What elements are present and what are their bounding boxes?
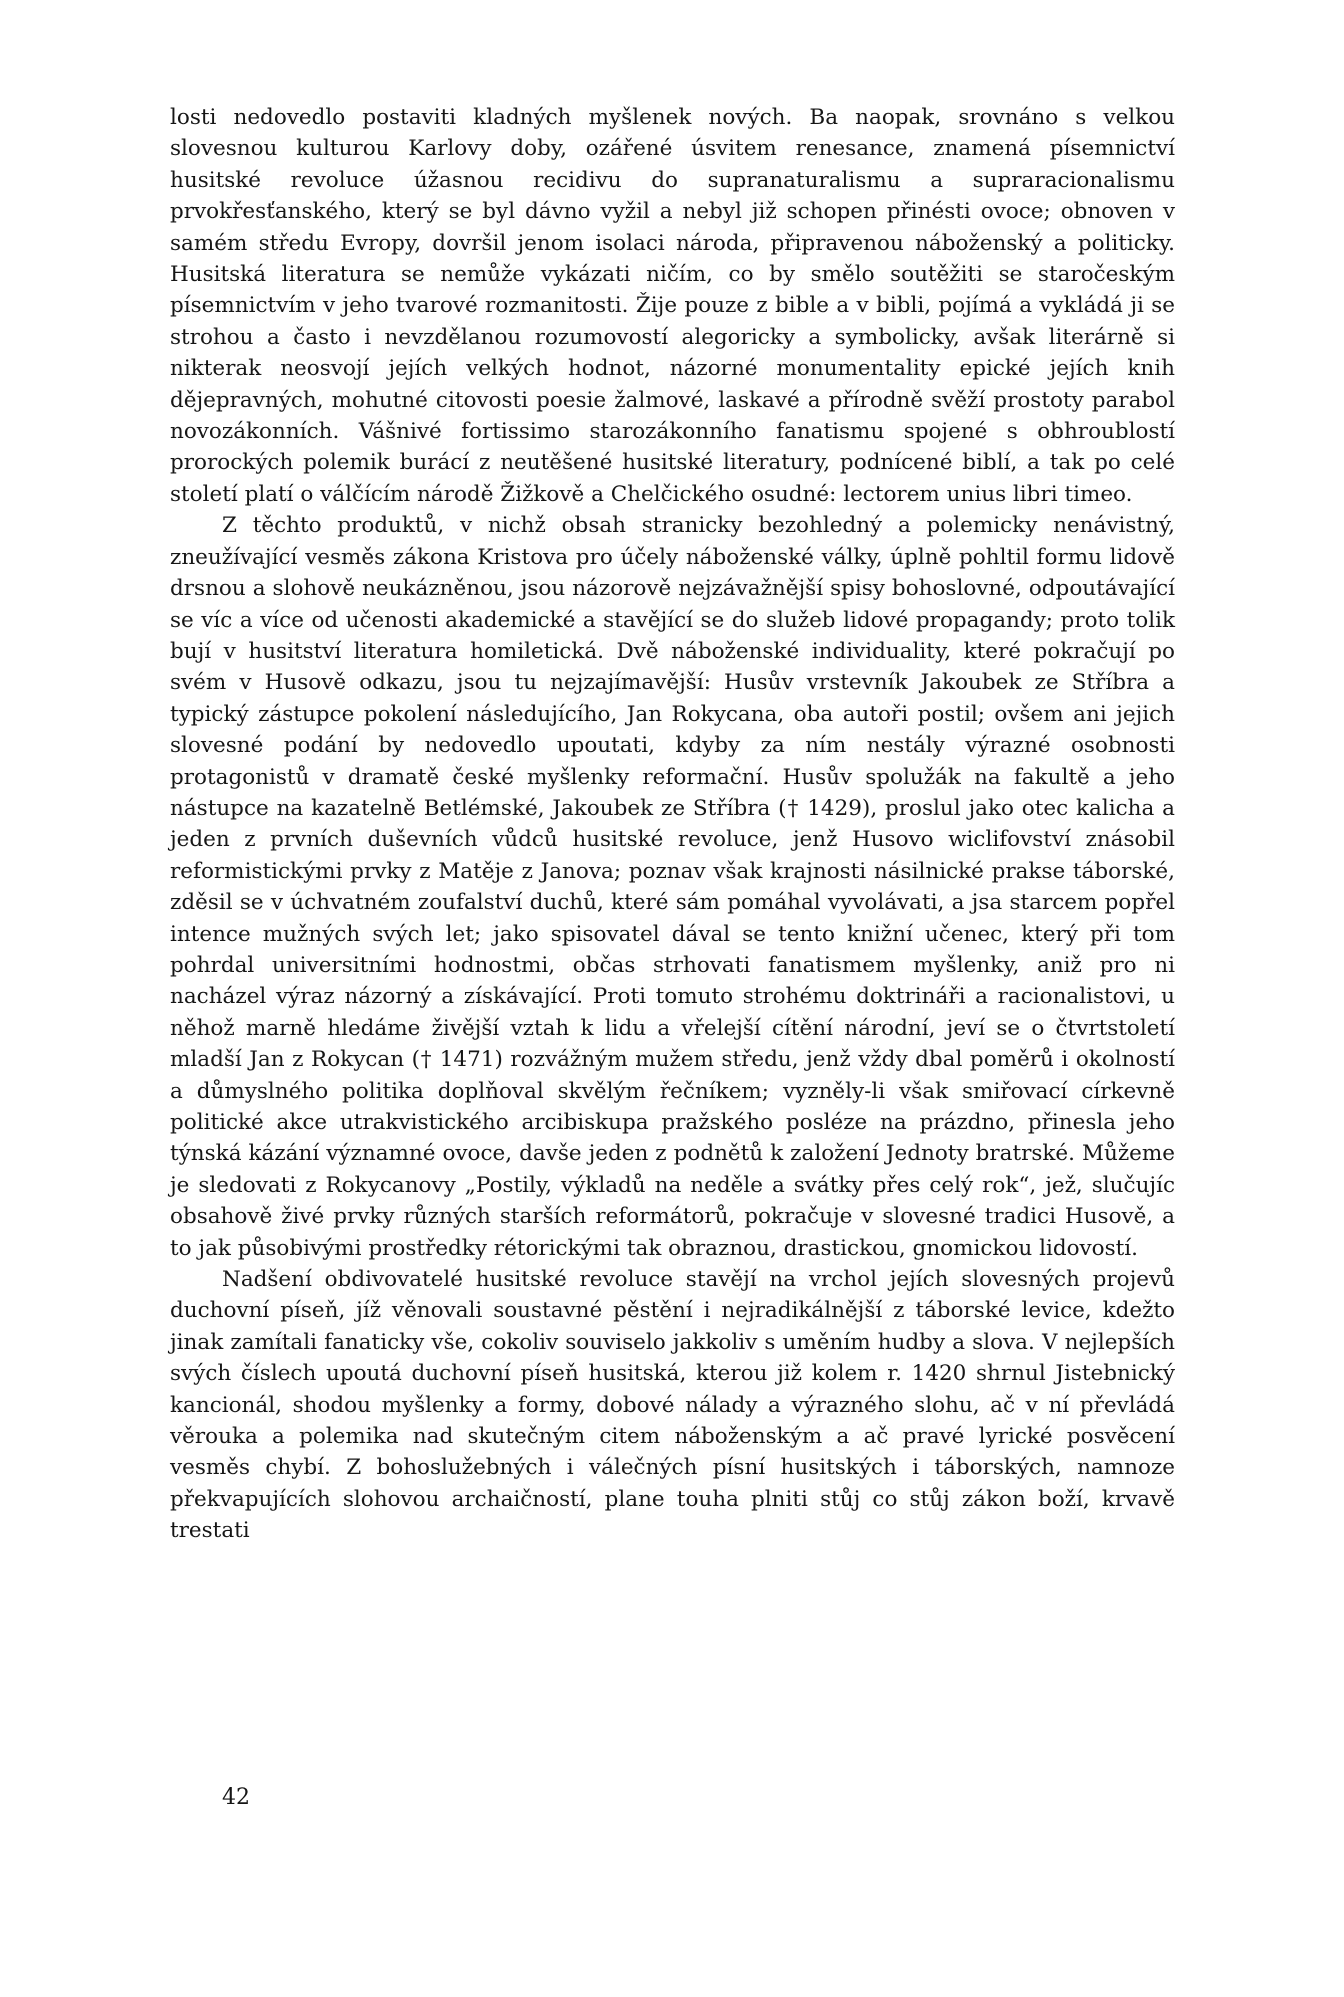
body-text: [170, 102, 1175, 1547]
paragraph-1: losti nedovedlo postaviti kladných myšlenek nových. Ba naopak, srovnáno s velkou slovesnou kulturou Karlovy doby, ozářené úsvitem renesance, znamená písemnictví husitské revoluce úžasnou recidivu do supranaturalismu a supraracionalismu prvokřesťanského, který se byl dávno vyžil a nebyl již schopen přinésti ovoce; obnoven v samém středu Evropy, dovršil jenom isolaci národa, připravenou náboženský a politicky. Husitská literatura se nemůže vykázati ničím, co by smělo soutěžiti se staročeským písemnictvím v jeho tvarové rozmanitosti. Žije pouze z bible a v bibli, pojímá a vykládá ji se strohou a často i nevzdělanou rozumovostí alegoricky a symbolicky, avšak literárně si nikterak neosvojí jejích velkých hodnot, názorné monumentality epické jejích knih dějepravných, mohutné citovosti poesie žalmové, laskavé a přírodně svěží prostoty parabol novozákonních. Vášnivé fortissimo starozákonního fanatismu spojené s obhroublostí prorockých polemik burácí z neutěšené husitské literatury, podnícené biblí, a tak po celé století platí o válčícím národě Žižkově a Chelčického osudné: lectorem unius libri timeo.: [170, 105, 1175, 507]
paragraph-3: Nadšení obdivovatelé husitské revoluce stavějí na vrchol jejích slovesných projevů duchovní píseň, jíž věnovali soustavné pěstění i nejradikálnější z táborské levice, kdežto jinak zamítali fanaticky vše, cokoliv souviselo jakkoliv s uměním hudby a slova. V nejlepších svých číslech upoutá duchovní píseň husitská, kterou již kolem r. 1420 shrnul Jistebnický kancionál, shodou myšlenky a formy, dobové nálady a výrazného slohu, ač v ní převládá věrouka a polemika nad skutečným citem náboženským a ač pravé lyrické posvěcení vesměs chybí. Z bohoslužebných i válečných písní husitských i táborských, namnoze překvapujících slohovou archaičností, plane touha plniti stůj co stůj zákon boží, krvavě trestati: [170, 1267, 1175, 1544]
page-number: 42: [222, 1785, 250, 1810]
paragraph-2: Z těchto produktů, v nichž obsah stranicky bezohledný a polemicky nenávistný, zneužívající vesměs zákona Kristova pro účely náboženské války, úplně pohltil formu lidově drsnou a slohově neukázněnou, jsou názorově nejzávažnější spisy bohoslovné, odpoutávající se víc a více od učenosti akademické a stavějící se do služeb lidové propagandy; proto tolik bují v husitství literatura homiletická. Dvě náboženské individuality, které pokračují po svém v Husově odkazu, jsou tu nejzajímavější: Husův vrstevník Jakoubek ze Stříbra a typický zástupce pokolení následujícího, Jan Rokycana, oba autoři postil; ovšem ani jejich slovesné podání by nedovedlo upoutati, kdyby za ním nestály výrazné osobnosti protagonistů v dramatě české myšlenky reformační. Husův spolužák na fakultě a jeho nástupce na kazatelně Betlémské, Jakoubek ze Stříbra († 1429), proslul jako otec kalicha a jeden z prvních duševních vůdců husitské revoluce, jenž Husovo wiclifovství znásobil reformistickými prvky z Matěje z Janova; poznav však krajnosti násilnické prakse táborské, zděsil se v úchvatném zoufalství duchů, které sám pomáhal vyvolávati, a jsa starcem popřel intence mužných svých let; jako spisovatel dával se tento knižní učenec, který při tom pohrdal universitními hodnostmi, občas strhovati fanatismem myšlenky, aniž pro ni nacházel výraz názorný a získávající. Proti tomuto strohému doktrináři a racionalistovi, u něhož marně hledáme živější vztah k lidu a vřelejší cítění národní, jeví se o čtvrtstoletí mladší Jan z Rokycan († 1471) rozvážným mužem středu, jenž vždy dbal poměrů i okolností a důmyslného politika doplňoval skvělým řečníkem; vyzněly-li však smiřovací církevně politické akce utrakvistického arcibiskupa pražského posléze na prázdno, přinesla jeho týnská kázání významné ovoce, davše jeden z podnětů k založení Jednoty bratrské. Můžeme je sledovati z Rokycanovy „Postily, výkladů na neděle a svátky přes celý rok“, jež, slučujíc obsahově živé prvky různých starších reformátorů, pokračuje v slovesné tradici Husově, a to jak působivými prostředky rétorickými tak obraznou, drastickou, gnomickou lidovostí.: [170, 513, 1175, 1261]
